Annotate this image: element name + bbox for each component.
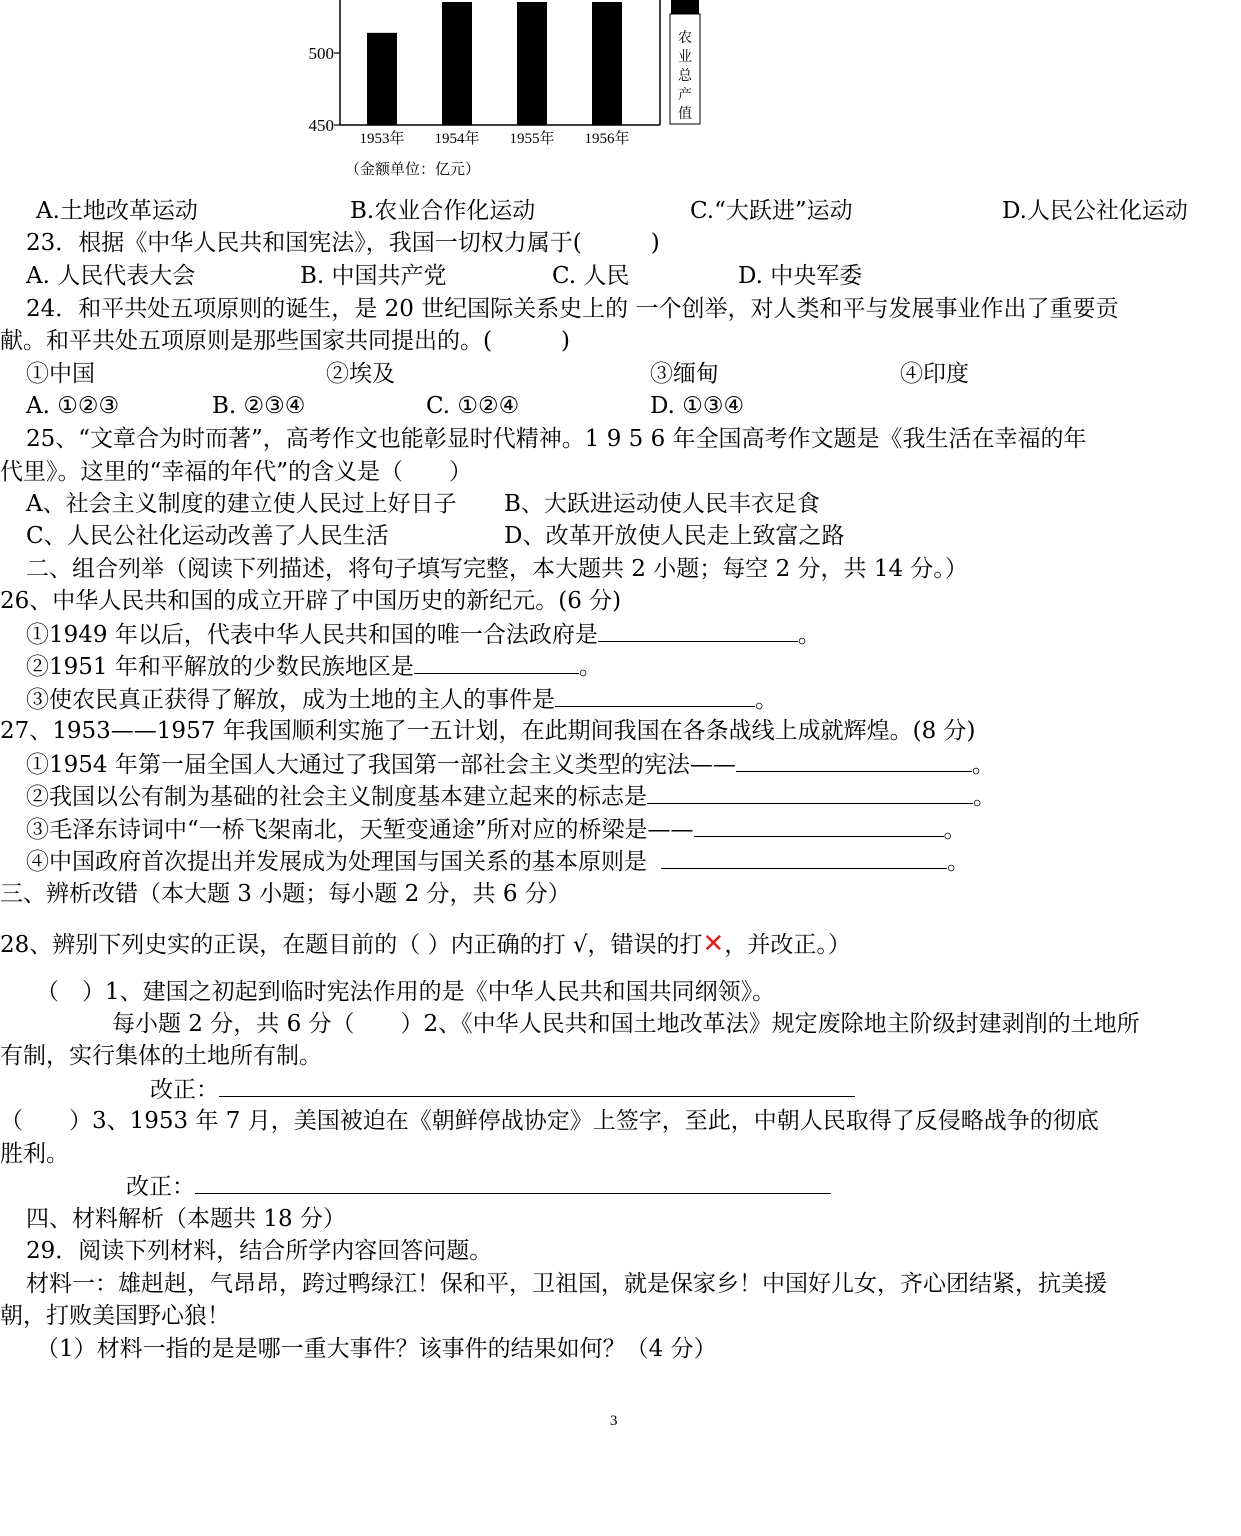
q24-option-a: A. ①②③ [26, 393, 120, 419]
section-3-heading: 三、辨析改错（本大题 3 小题；每小题 2 分，共 6 分） [0, 881, 571, 907]
q24-item-2: ②埃及 [326, 361, 395, 387]
q27-item-2: ②我国以公有制为基础的社会主义制度基本建立起来的标志是 。 [26, 781, 996, 812]
q25-stem-1: 25、“文章合为时而著”，高考作文也能彰显时代精神。1 9 5 6 年全国高考作文题是《我生活在幸福的年 [26, 426, 1087, 452]
material-1-line-1: 材料一：雄赳赳，气昂昂，跨过鸭绿江！保和平，卫祖国，就是保家乡！中国好儿女，齐心团结紧，抗美援 [26, 1271, 1107, 1297]
q24-stem-1: 24．和平共处五项原则的诞生，是 20 世纪国际关系史上的 一个创举，对人类和平与发展事业作出了重要贡 [26, 296, 1119, 322]
q24-item-4: ④印度 [900, 361, 969, 387]
q27-item-3: ③毛泽东诗词中“一桥飞架南北，天堑变通途”所对应的桥梁是—— 。 [26, 814, 967, 845]
legend-char: 产 [678, 87, 692, 103]
q23-option-d: D. 中央军委 [738, 263, 863, 289]
q25-option-a: A、社会主义制度的建立使人民过上好日子 [26, 491, 457, 517]
q29-stem: 29．阅读下列材料，结合所学内容回答问题。 [26, 1238, 493, 1264]
q26-stem: 26、中华人民共和国的成立开辟了中国历史的新纪元。(6 分) [0, 588, 622, 614]
q27-item-4: ④中国政府首次提出并发展成为处理国与国关系的基本原则是 。 [26, 846, 970, 877]
legend-swatch [671, 0, 699, 14]
material-1-line-2: 朝，打败美国野心狼！ [0, 1303, 230, 1329]
bar [592, 2, 622, 125]
q22-option-d: D.人民公社化运动 [1002, 198, 1188, 224]
x-tick-label: 1955年 [509, 131, 555, 147]
q25-option-b: B、大跃进运动使人民丰衣足食 [504, 491, 820, 517]
x-tick-label: 1954年 [434, 131, 480, 147]
y-tick-label: 450 [308, 116, 334, 135]
q24-option-b: B. ②③④ [212, 393, 306, 419]
q28-item-3-line-2: 胜利。 [0, 1141, 69, 1167]
bar [517, 2, 547, 125]
bar [442, 2, 472, 125]
x-tick-label: 1956年 [584, 131, 630, 147]
q24-item-3: ③缅甸 [650, 361, 719, 387]
q28-item-1: （ ）1、建国之初起到临时宪法作用的是《中华人民共和国共同纲领》。 [36, 979, 776, 1005]
q28-item-2-correction: 改正： [150, 1074, 855, 1105]
x-tick-label: 1953年 [359, 131, 405, 147]
legend-char: 业 [678, 49, 692, 65]
q28-item-2-line-1: 每小题 2 分，共 6 分（ ）2、《中华人民共和国土地改革法》规定废除地主阶级封建剥削的土地所 [112, 1011, 1140, 1037]
agriculture-output-bar-chart [290, 0, 720, 185]
q25-option-d: D、改革开放使人民走上致富之路 [504, 523, 845, 549]
q25-option-c: C、人民公社化运动改善了人民生活 [26, 523, 389, 549]
cross-mark-icon: ✕ [702, 929, 725, 959]
q26-item-3: ③使农民真正获得了解放，成为土地的主人的事件是 。 [26, 684, 778, 715]
q23-option-a: A. 人民代表大会 [26, 263, 196, 289]
y-tick-label: 500 [308, 44, 334, 63]
q26-item-2: ②1951 年和平解放的少数民族地区是 。 [26, 651, 602, 682]
q23-option-c: C. 人民 [552, 263, 630, 289]
legend-char: 农 [678, 30, 692, 46]
legend-char: 总 [678, 68, 692, 84]
q26-item-1: ①1949 年以后，代表中华人民共和国的唯一合法政府是 。 [26, 619, 821, 650]
q22-option-b: B.农业合作化运动 [350, 198, 536, 224]
q22-option-c: C.“大跃进”运动 [690, 198, 853, 224]
q24-option-d: D. ①③④ [650, 393, 745, 419]
bar [367, 33, 397, 125]
q27-stem: 27、1953——1957 年我国顺利实施了一五计划，在此期间我国在各条战线上成就辉煌。(8 分) [0, 718, 976, 744]
q28-stem: 28、辨别下列史实的正误，在题目前的（ ）内正确的打 √，错误的打✕，并改正。） [0, 929, 851, 959]
q24-item-1: ①中国 [26, 361, 95, 387]
q28-item-3-line-1: （ ）3、1953 年 7 月，美国被迫在《朝鲜停战协定》上签字，至此，中朝人民取得了反侵略战争的彻底 [0, 1108, 1099, 1134]
q28-item-2-line-2: 有制，实行集体的土地所有制。 [0, 1043, 322, 1069]
section-2-heading: 二、组合列举（阅读下列描述，将句子填写完整，本大题共 2 小题；每空 2 分，共 14 分。） [26, 556, 968, 582]
q24-stem-2: 献。和平共处五项原则是那些国家共同提出的。( ) [0, 328, 570, 354]
unit-note: （金额单位：亿元） [345, 162, 481, 178]
legend-label [678, 30, 693, 122]
q23-option-b: B. 中国共产党 [300, 263, 447, 289]
page-number: 3 [610, 1413, 618, 1429]
legend-char: 值 [678, 106, 692, 122]
q29-sub-1: （1）材料一指的是是哪一重大事件？该事件的结果如何？（4 分） [36, 1336, 717, 1362]
q22-option-a: A.土地改革运动 [36, 198, 198, 224]
q25-stem-2: 代里》。这里的“幸福的年代”的含义是（ ） [0, 459, 473, 485]
q23-stem: 23．根据《中华人民共和国宪法》，我国一切权力属于( ) [26, 230, 660, 256]
section-4-heading: 四、材料解析（本题共 18 分） [26, 1206, 346, 1232]
q28-item-3-correction: 改正： [126, 1171, 831, 1202]
q27-item-1: ①1954 年第一届全国人大通过了我国第一部社会主义类型的宪法—— 。 [26, 749, 995, 780]
q24-option-c: C. ①②④ [426, 393, 520, 419]
